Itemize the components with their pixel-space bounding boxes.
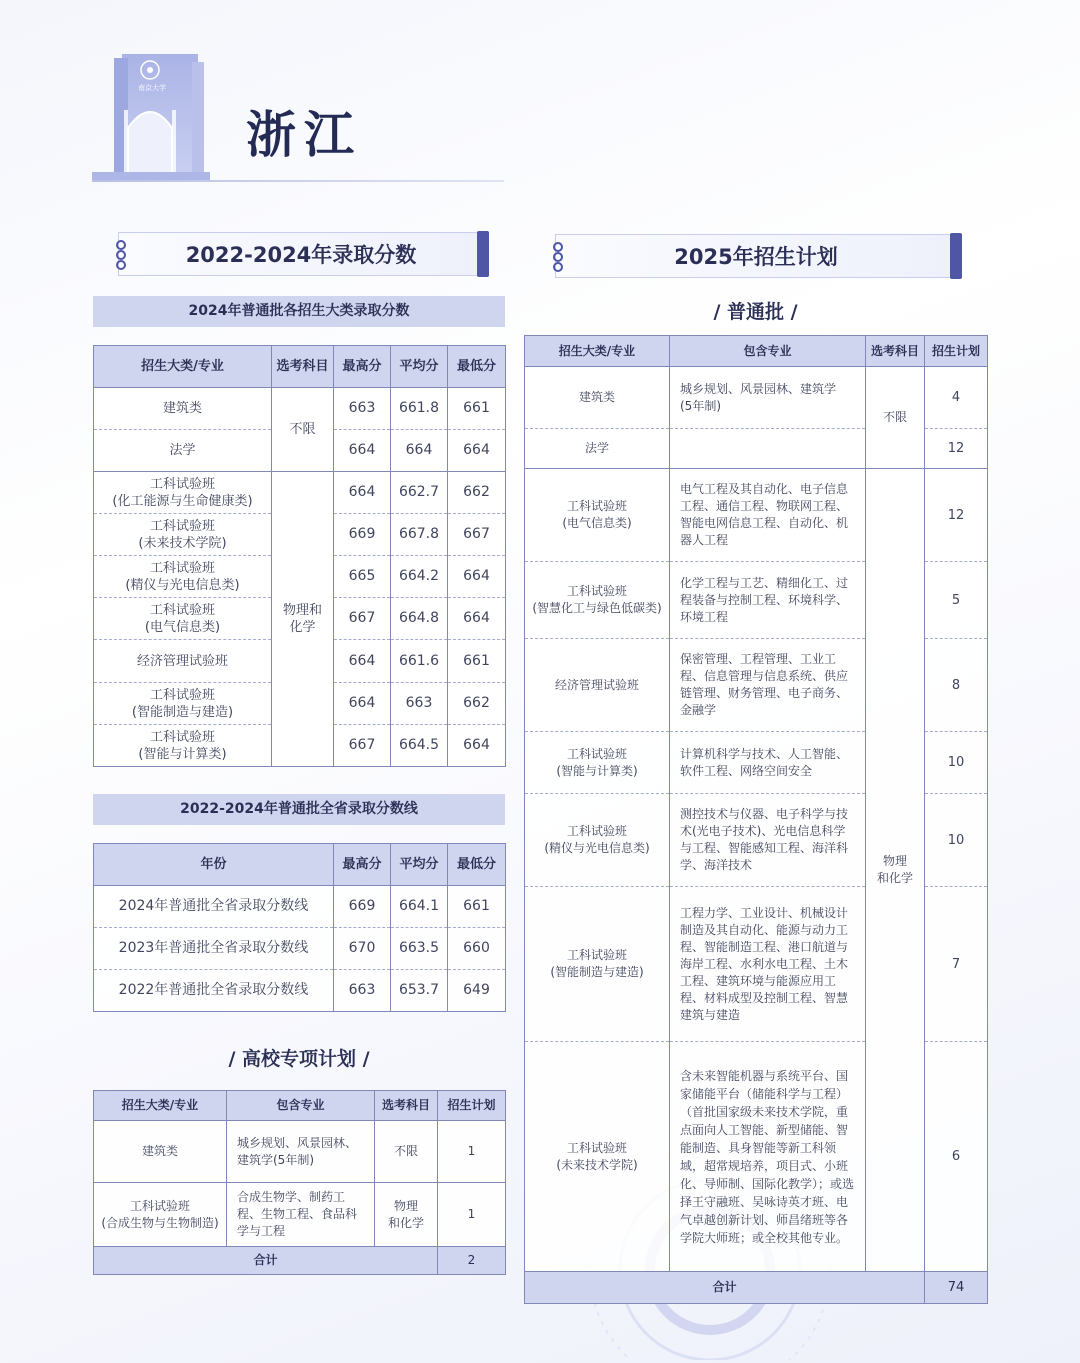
col-header: 最低分 [448,346,506,388]
table-row: 经济管理试验班 保密管理、工程管理、工业工程、信息管理与信息系统、供应链管理、财务管理、电子商务、金融学 8 [525,639,988,732]
subject-cell: 物理 和化学 [866,469,925,1272]
table-row: 经济管理试验班 664 661.6 661 [94,640,506,683]
subject-cell: 不限 [866,367,925,469]
total-row: 合计 2 [94,1247,506,1275]
col-header: 平均分 [391,844,448,886]
col-header: 包含专业 [670,336,866,367]
header-divider [92,180,504,182]
table-row: 建筑类 城乡规划、风景园林、建筑学 (5年制) 不限 4 [525,367,988,429]
col-header: 招生大类/专业 [94,346,272,388]
table-row: 工科试验班 (智能制造与建造) 工程力学、工业设计、机械设计制造及其自动化、能源与动力工程、智能制造工程、港口航道与海岸工程、水利水电工程、土木工程、建筑环境与能源应用工程、材料成型及控制工程、智慧建筑与建造 7 [525,887,988,1042]
school-gate-emblem [92,48,210,180]
table-row: 工科试验班 (智能与计算类) 667 664.5 664 [94,725,506,767]
table-row: 工科试验班 (电气信息类) 电气工程及其自动化、电子信息工程、通信工程、物联网工程、智能电网信息工程、自动化、机器人工程 物理 和化学 12 [525,469,988,562]
table-row: 工科试验班 (合成生物与生物制造) 合成生物学、制药工程、生物工程、食品科学与工程 物理 和化学 1 [94,1183,506,1247]
special-plan-table [93,1090,506,1275]
col-header: 平均分 [391,346,448,388]
col-header: 招生计划 [438,1091,506,1121]
batch-title: / 普通批 / [713,301,798,323]
scores-2024-title: 2024年普通批各招生大类录取分数 [93,296,505,327]
table-row: 工科试验班 (精仪与光电信息类) 测控技术与仪器、电子科学与技术(光电子技术)、光电信息科学与工程、智能感知工程、海洋科学、海洋技术 10 [525,794,988,887]
right-ribbon-title: 2025年招生计划 [674,245,838,269]
table-row: 建筑类 城乡规划、风景园林、建筑学(5年制) 不限 1 [94,1121,506,1183]
table-row: 工科试验班 (智能与计算类) 计算机科学与技术、人工智能、软件工程、网络空间安全 10 [525,732,988,794]
province-lines-title: 2022-2024年普通批全省录取分数线 [93,794,505,825]
table-row: 工科试验班 (未来技术学院) 含未来智能机器与系统平台、国家储能平台（储能科学与工程）（首批国家级未来技术学院，重点面向人工智能、新型储能、智能制造、具身智能等新工科领域，超常规培养，项目式、小班化、导师制、国际化教学）；或选择王守融班、吴咏诗英才班、电气卓越创新计划、师昌绪班等各学院大师班；或全校其他专业。 6 [525,1042,988,1272]
total-row: 合计 74 [525,1272,988,1304]
table-row: 2022年普通批全省录取分数线 663 653.7 649 [94,970,506,1012]
left-ribbon-header [118,232,484,276]
table-row: 工科试验班 (精仪与光电信息类) 665 664.2 664 [94,556,506,598]
subject-cell: 物理和 化学 [272,472,334,767]
col-header: 招生大类/专业 [525,336,670,367]
province-lines-table [93,843,506,1012]
col-header: 最高分 [334,346,391,388]
table-row: 法学 664 664 664 [94,430,506,472]
col-header: 招生计划 [925,336,988,367]
col-header: 选考科目 [375,1091,438,1121]
table-row: 建筑类 不限 663 661.8 661 [94,388,506,430]
scores-2024-table [93,345,506,767]
subject-cell: 不限 [272,388,334,472]
col-header: 包含专业 [227,1091,375,1121]
table-row: 法学 12 [525,429,988,469]
table-row: 工科试验班 (智慧化工与绿色低碳类) 化学工程与工艺、精细化工、过程装备与控制工程、环境科学、环境工程 5 [525,562,988,639]
table-row: 工科试验班 (电气信息类) 667 664.8 664 [94,598,506,640]
table-row: 工科试验班 (智能制造与建造) 664 663 662 [94,683,506,725]
table-row: 工科试验班 (未来技术学院) 669 667.8 667 [94,514,506,556]
col-header: 最低分 [448,844,506,886]
svg-text:南京大学: 南京大学 [138,84,166,92]
col-header: 最高分 [334,844,391,886]
col-header: 招生大类/专业 [94,1091,227,1121]
enrollment-plan-table [524,335,988,1304]
col-header: 年份 [94,844,334,886]
col-header: 选考科目 [272,346,334,388]
table-row: 2024年普通批全省录取分数线 669 664.1 661 [94,886,506,928]
table-row: 工科试验班 (化工能源与生命健康类) 物理和 化学 664 662.7 662 [94,472,506,514]
province-title: 浙江 [246,106,362,164]
special-plan-title: / 高校专项计划 / [228,1048,370,1070]
right-ribbon-header [555,234,957,278]
table-row: 2023年普通批全省录取分数线 670 663.5 660 [94,928,506,970]
col-header: 选考科目 [866,336,925,367]
left-ribbon-title: 2022-2024年录取分数 [185,243,417,267]
